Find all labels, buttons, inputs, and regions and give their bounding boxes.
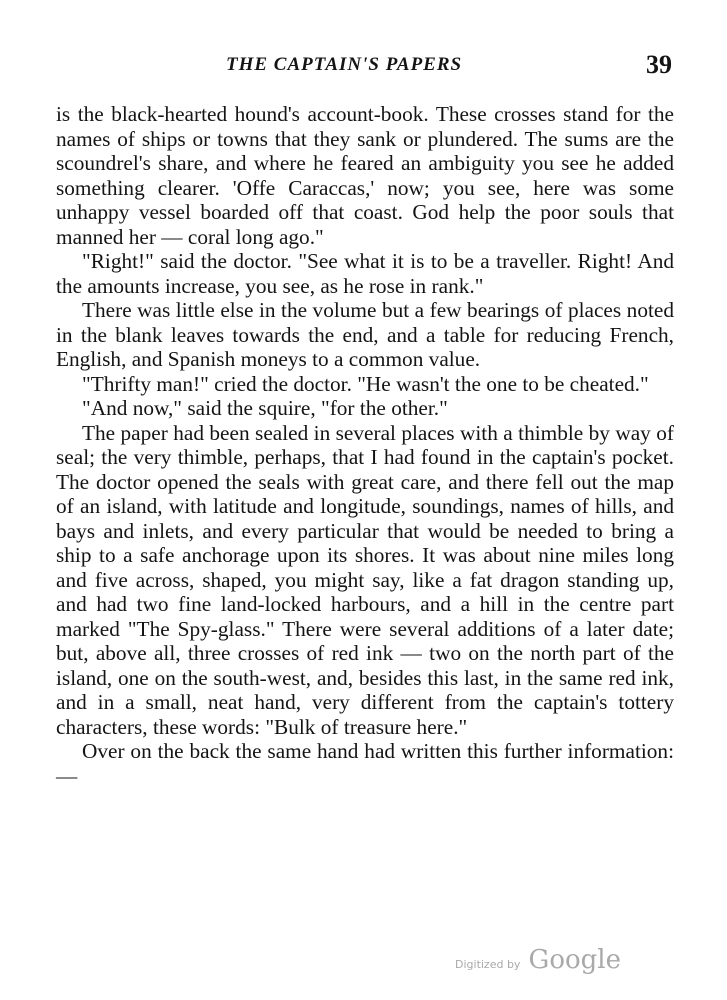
running-title: THE CAPTAIN'S PAPERS (226, 54, 463, 75)
running-header (56, 50, 674, 84)
paragraph: "Right!" said the doctor. "See what it is to be a traveller. Right! And the amounts increase, you see, as he rose in rank." (56, 249, 674, 298)
paragraph-continued: is the black-hearted hound's account-book. These crosses stand for the names of ships or towns that they sank or plundered. The sums are the scoundrel's share, and where he feared an ambiguity you see he added something clearer. 'Offe Caraccas,' now; you see, here was some unhappy vessel boarded off that coast. God help the poor souls that manned her — coral long ago." (56, 102, 674, 249)
body-text (56, 102, 674, 788)
page-number: 39 (646, 50, 672, 79)
digitization-watermark (455, 945, 621, 975)
paragraph: "And now," said the squire, "for the other." (82, 396, 448, 420)
paragraph: There was little else in the volume but a few bearings of places noted in the blank leaves towards the end, and a table for reducing French, English, and Spanish moneys to a common value. (56, 298, 674, 371)
watermark-prefix: Digitized by (455, 958, 521, 971)
paragraph: The paper had been sealed in several places with a thimble by way of seal; the very thimble, perhaps, that I had found in the captain's pocket. The doctor opened the seals with great care, and there fell out the map of an island, with latitude and longitude, soundings, names of hills, and bays and inlets, and every particular that would be needed to bring a ship to a safe anchorage upon its shores. It was about nine miles long and five across, shaped, you might say, like a fat dragon standing up, and had two fine land-locked harbours, and a hill in the centre part marked "The Spy-glass." There were several additions of a later date; but, above all, three crosses of red ink — two on the north part of the island, one on the south-west, and, besides this last, in the same red ink, and in a small, neat hand, very different from the captain's tottery characters, these words: "Bulk of treasure here." (56, 420, 674, 739)
paragraph: Over on the back the same hand had written this further information: — (56, 739, 674, 788)
paragraph: "Thrifty man!" cried the doctor. "He wasn't the one to be cheated." (82, 371, 649, 396)
google-logo: Google (528, 945, 621, 975)
